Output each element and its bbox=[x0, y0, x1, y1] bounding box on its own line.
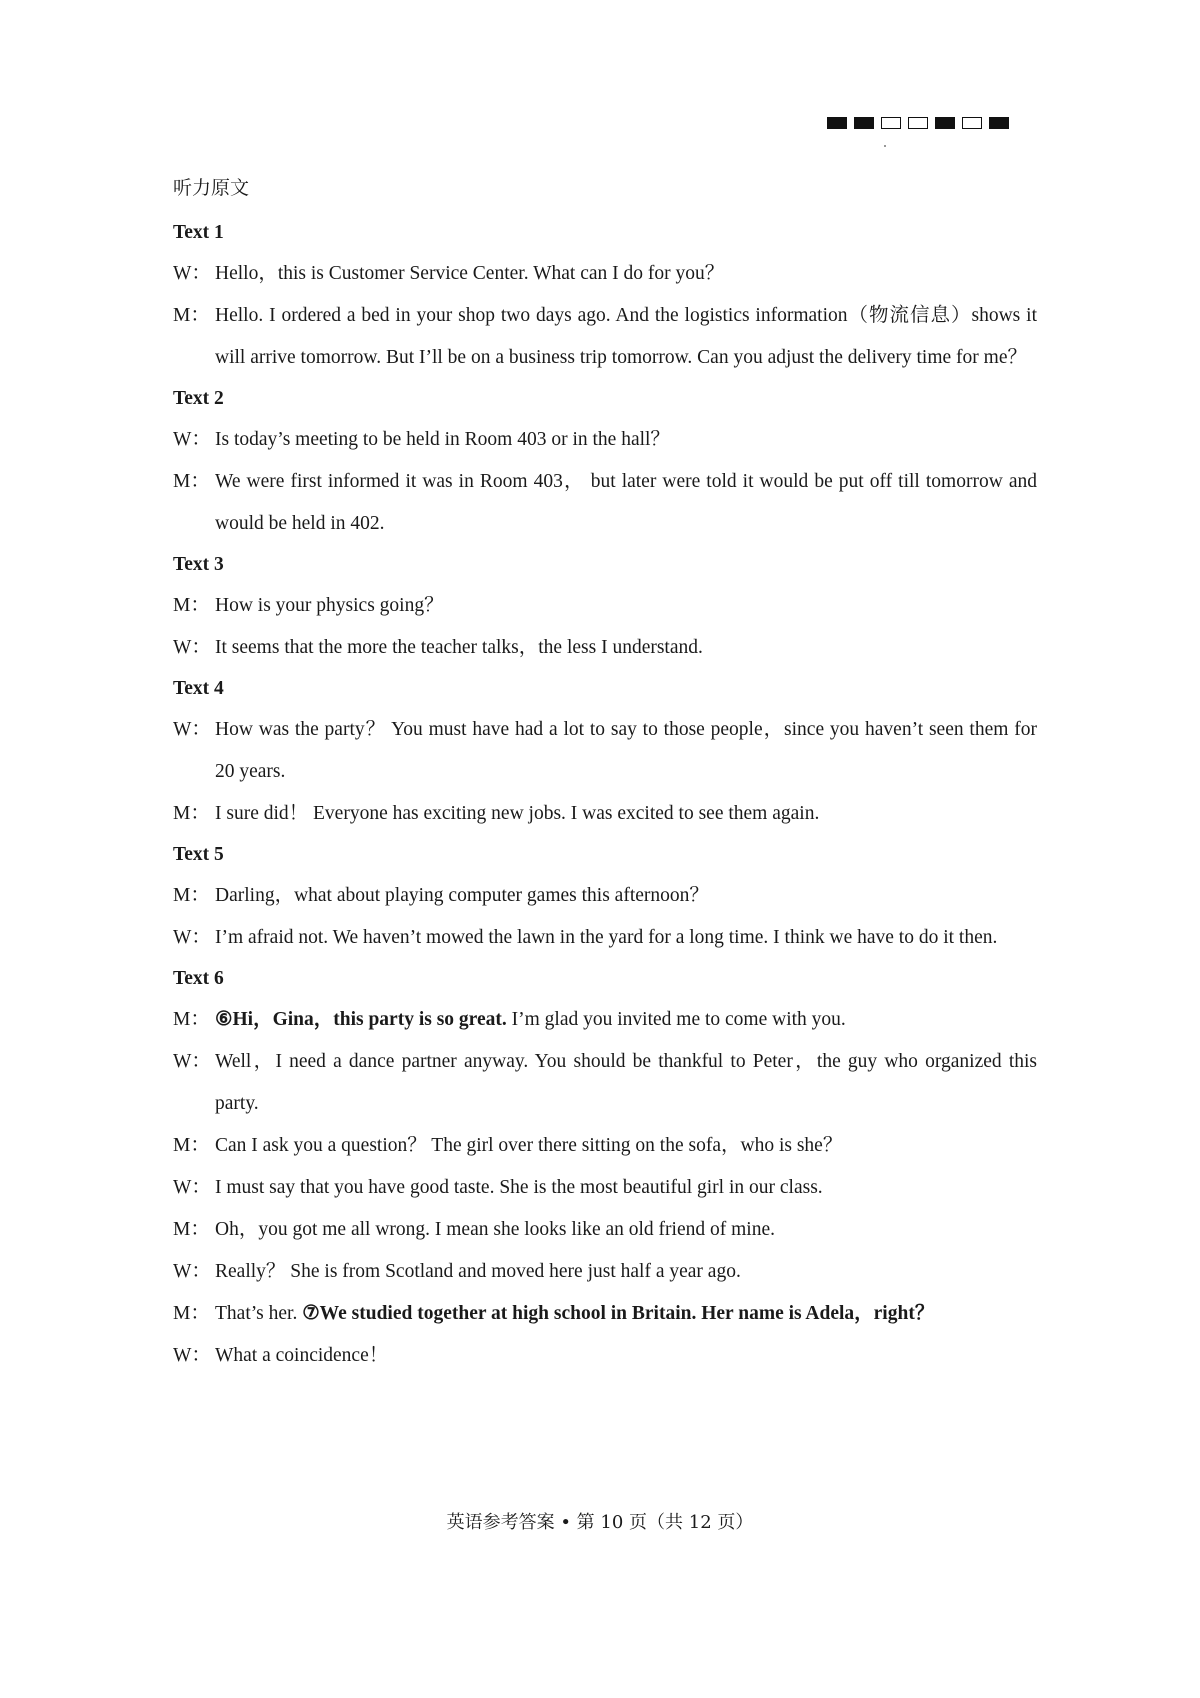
scan-dot bbox=[884, 145, 886, 147]
utterance-text: Well，I need a dance partner anyway. You should be thankful to Peter，the guy who organized this party. bbox=[215, 1051, 1037, 1114]
utterance bbox=[215, 419, 1037, 461]
text-label: Text 5 bbox=[173, 844, 224, 865]
answer-highlight: ⑦We studied together at high school in Britain. Her name is Adela，right？ bbox=[302, 1303, 935, 1324]
text-label: Text 2 bbox=[173, 388, 224, 409]
speaker-label: M： bbox=[173, 803, 210, 824]
mark-empty bbox=[881, 117, 901, 129]
utterance bbox=[215, 793, 1037, 835]
speaker-label: M： bbox=[173, 1135, 210, 1156]
utterance bbox=[215, 295, 1037, 379]
utterance-text: Oh，you got me all wrong. I mean she looks like an old friend of mine. bbox=[215, 1219, 775, 1240]
dialogue-line bbox=[173, 295, 1037, 379]
text-label: Text 4 bbox=[173, 678, 224, 699]
speaker-label: M： bbox=[173, 305, 210, 326]
speaker-label: W： bbox=[173, 637, 211, 658]
utterance-text: Hello. I ordered a bed in your shop two days ago. And the logistics information（物流信息）shows it will arrive tomorrow. But I’ll be on a business trip tomorrow. Can you adjust the delivery time for me？ bbox=[215, 305, 1037, 368]
dialogue-line bbox=[173, 1209, 1037, 1251]
speaker-label: W： bbox=[173, 1051, 211, 1072]
utterance bbox=[215, 709, 1037, 793]
page-footer: 英语参考答案 • 第 10 页（共 12 页） bbox=[446, 1512, 754, 1533]
utterance bbox=[215, 1335, 1037, 1377]
dialogue-line bbox=[173, 419, 1037, 461]
speaker-label: W： bbox=[173, 429, 211, 450]
corner-marks bbox=[827, 117, 1009, 129]
text-label: Text 1 bbox=[173, 222, 224, 243]
utterance-text: How is your physics going？ bbox=[215, 595, 444, 616]
text-label: Text 3 bbox=[173, 554, 224, 575]
speaker-label: W： bbox=[173, 1261, 211, 1282]
utterance-text: I sure did！ Everyone has exciting new jobs. I was excited to see them again. bbox=[215, 803, 820, 824]
utterance-text: Darling，what about playing computer games this afternoon？ bbox=[215, 885, 709, 906]
utterance-text: I must say that you have good taste. She is the most beautiful girl in our class. bbox=[215, 1177, 823, 1198]
page-heading: 听力原文 bbox=[173, 177, 250, 199]
mark-empty bbox=[908, 117, 928, 129]
utterance-text: It seems that the more the teacher talks，the less I understand. bbox=[215, 637, 703, 658]
dialogue-line bbox=[173, 1167, 1037, 1209]
utterance-text: Is today’s meeting to be held in Room 403 or in the hall？ bbox=[215, 429, 670, 450]
utterance-text: We were first informed it was in Room 403， but later were told it would be put off till tomorrow and would be held in 402. bbox=[215, 471, 1037, 534]
speaker-label: W： bbox=[173, 1177, 211, 1198]
mark-filled bbox=[935, 117, 955, 129]
utterance-text: I’m glad you invited me to come with you. bbox=[506, 1009, 846, 1030]
dialogue-line bbox=[173, 1251, 1037, 1293]
dialogue-line bbox=[173, 1125, 1037, 1167]
text-label: Text 6 bbox=[173, 968, 224, 989]
dialogue-line bbox=[173, 461, 1037, 545]
utterance bbox=[215, 875, 1037, 917]
dialogue-line bbox=[173, 917, 1037, 959]
dialogue-line bbox=[173, 585, 1037, 627]
utterance bbox=[215, 1125, 1037, 1167]
utterance bbox=[215, 627, 1037, 669]
transcript bbox=[173, 170, 1037, 1377]
speaker-label: W： bbox=[173, 1345, 211, 1366]
utterance-text: What a coincidence！ bbox=[215, 1345, 389, 1366]
speaker-label: M： bbox=[173, 1009, 210, 1030]
utterance bbox=[215, 999, 1037, 1041]
utterance-text: That’s her. bbox=[215, 1303, 303, 1324]
utterance bbox=[215, 1167, 1037, 1209]
utterance bbox=[215, 461, 1037, 545]
utterance-text: Can I ask you a question？ The girl over there sitting on the sofa，who is she？ bbox=[215, 1135, 843, 1156]
utterance-text: How was the party？ You must have had a lot to say to those people，since you haven’t seen them for 20 years. bbox=[215, 719, 1037, 782]
answer-highlight: ⑥Hi，Gina，this party is so great. bbox=[215, 1009, 507, 1030]
utterance bbox=[215, 1209, 1037, 1251]
dialogue-line bbox=[173, 627, 1037, 669]
dialogue-line bbox=[173, 1041, 1037, 1125]
speaker-label: M： bbox=[173, 471, 210, 492]
dialogue-line bbox=[173, 253, 1037, 295]
dialogue-line bbox=[173, 1293, 1037, 1335]
dialogue-line bbox=[173, 875, 1037, 917]
mark-filled bbox=[989, 117, 1009, 129]
utterance bbox=[215, 1041, 1037, 1125]
utterance bbox=[215, 253, 1037, 295]
speaker-label: M： bbox=[173, 595, 210, 616]
speaker-label: M： bbox=[173, 885, 210, 906]
utterance bbox=[215, 1251, 1037, 1293]
speaker-label: W： bbox=[173, 927, 211, 948]
mark-filled bbox=[854, 117, 874, 129]
speaker-label: W： bbox=[173, 719, 211, 740]
mark-empty bbox=[962, 117, 982, 129]
dialogue-line bbox=[173, 999, 1037, 1041]
speaker-label: M： bbox=[173, 1219, 210, 1240]
utterance-text: I’m afraid not. We haven’t mowed the lawn in the yard for a long time. I think we have to do it then. bbox=[215, 927, 998, 948]
utterance bbox=[215, 585, 1037, 627]
utterance-text: Really？ She is from Scotland and moved here just half a year ago. bbox=[215, 1261, 741, 1282]
utterance-text: Hello，this is Customer Service Center. What can I do for you？ bbox=[215, 263, 725, 284]
speaker-label: W： bbox=[173, 263, 211, 284]
utterance bbox=[215, 917, 1037, 959]
dialogue-line bbox=[173, 793, 1037, 835]
dialogue-line bbox=[173, 709, 1037, 793]
dialogue-line bbox=[173, 1335, 1037, 1377]
speaker-label: M： bbox=[173, 1303, 210, 1324]
utterance bbox=[215, 1293, 1037, 1335]
mark-filled bbox=[827, 117, 847, 129]
